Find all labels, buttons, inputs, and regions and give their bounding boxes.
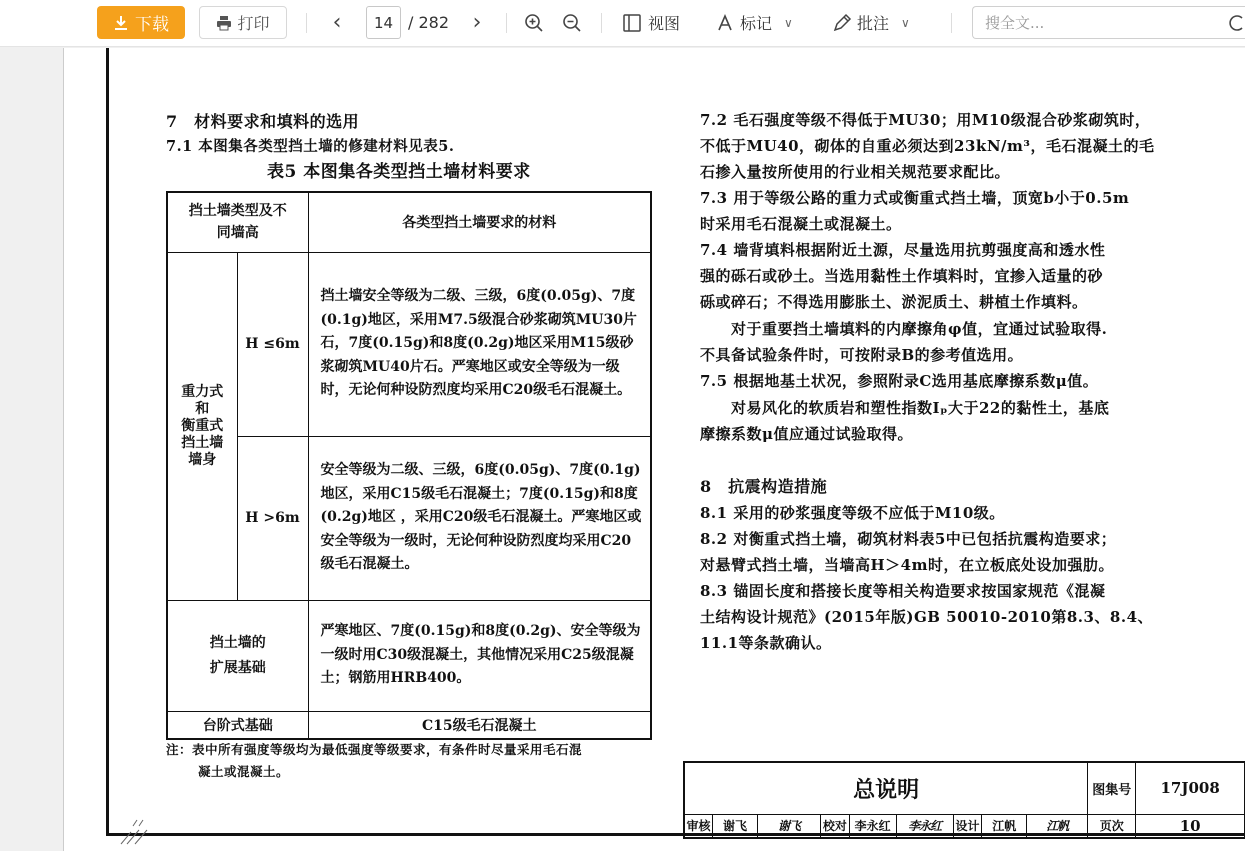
paragraph-line: 对易风化的软质岩和塑性指数Iₚ大于22的黏性土，基底 — [700, 399, 1110, 417]
designer-signature: 江帆 — [1027, 814, 1088, 838]
table-note: 注：表中所有强度等级均为最低强度等级要求，有条件时尽量采用毛石混 — [166, 742, 583, 757]
search-input[interactable]: 搜全文... — [972, 6, 1245, 39]
label-line: 和 — [195, 400, 210, 417]
header-text: 挡土墙类型及不 — [188, 203, 287, 220]
printer-icon — [216, 15, 232, 31]
table-header-cell — [167, 192, 308, 252]
material-cell: 挡土墙安全等级为二级、三级，6度(0.05g)、7度(0.1g)地区，采用M7.5级混合砂浆砌筑MU30片石，7度(0.15g)和8度(0.2g)地区采用M15级砂浆砌筑MU40片石。严寒地区或安全等级为一级时，无论何种设防烈度均采用C20级毛石混凝土。 — [308, 252, 651, 436]
paragraph-line: 不具备试验条件时，可按附录B的参考值选用。 — [700, 346, 1024, 364]
pen-icon — [832, 13, 852, 33]
paragraph-line: 7.5 根据地基土状况，参照附录C选用基底摩擦系数μ值。 — [700, 372, 1099, 390]
view-icon — [622, 13, 642, 33]
label-line: 扩展基础 — [209, 659, 266, 676]
zoom-out-button[interactable] — [562, 6, 582, 39]
paragraph-line: 强的砾石或砂土。当选用黏性土作填料时，宜掺入适量的砂 — [700, 267, 1104, 285]
paragraph-line: 石掺入量按所使用的行业相关规范要求配比。 — [700, 163, 1011, 181]
print-label: 打印 — [237, 14, 270, 33]
checker-signature: 李永红 — [896, 814, 953, 838]
chevron-down-icon: ∨ — [784, 15, 793, 30]
paragraph-line: 摩擦系数μ值应通过试验取得。 — [700, 425, 913, 443]
divider — [951, 13, 952, 33]
highlight-icon — [715, 13, 735, 33]
print-button[interactable] — [199, 6, 287, 39]
zoom-out-icon — [562, 13, 582, 33]
label-line: 重力式 — [181, 383, 224, 400]
download-button[interactable] — [97, 6, 185, 39]
label-line: 挡土墙 — [181, 434, 224, 451]
atlas-no-label: 图集号 — [1088, 762, 1136, 814]
chevron-down-icon: ∨ — [901, 15, 910, 30]
paragraph-line: 7.2 毛石强度等级不得低于MU30；用M10级混合砂浆砌筑时， — [700, 111, 1151, 129]
designer-name: 江帆 — [982, 814, 1027, 838]
download-label: 下载 — [135, 15, 169, 35]
table-note: 凝土或混凝土。 — [198, 764, 290, 779]
paragraph-line: 对悬臂式挡土墙，当墙高H＞4m时，在立板底处设加强肋。 — [700, 556, 1114, 574]
row-group-label — [167, 252, 237, 600]
paragraph-line: 对于重要挡土墙填料的内摩擦角φ值，宜通过试验取得. — [700, 320, 1108, 338]
download-icon — [113, 15, 129, 31]
zoom-in-icon — [524, 13, 544, 33]
annotate-label: 批注 — [857, 14, 890, 33]
document-page — [63, 48, 1245, 851]
row-label — [167, 600, 308, 711]
mark-label: 标记 — [740, 14, 773, 33]
material-cell: 安全等级为二级、三级，6度(0.05g)、7度(0.1g)地区，采用C15级毛石混凝土；7度(0.15g)和8度(0.2g)地区 ，采用C20级毛石混凝土。严寒地区或安全等级为一级时，无论何种设防烈度均采用C20级毛石混凝土。 — [308, 436, 651, 600]
table-header-cell: 各类型挡土墙要求的材料 — [308, 192, 651, 252]
page-no-label: 页次 — [1088, 814, 1136, 838]
paragraph-line: 7.4 墙背填料根据附近土源，尽量选用抗剪强度高和透水性 — [700, 241, 1106, 259]
sidebar-gutter — [0, 48, 62, 851]
toolbar — [0, 0, 1245, 47]
paragraph-line: 11.1等条款确认。 — [700, 634, 832, 652]
paragraph-line: 8.2 对衡重式挡土墙，砌筑材料表5中已包括抗震构造要求； — [700, 530, 1117, 548]
review-label: 审核 — [684, 814, 713, 838]
material-cell: C15级毛石混凝土 — [308, 711, 651, 739]
view-button[interactable] — [622, 6, 680, 39]
table-caption: 表5 本图集各类型挡土墙材料要求 — [267, 162, 531, 182]
atlas-no: 17J008 — [1136, 762, 1245, 814]
paragraph-7-1: 7.1 本图集各类型挡土墙的修建材料见表5. — [166, 138, 455, 155]
design-label: 设计 — [953, 814, 982, 838]
check-label: 校对 — [821, 814, 850, 838]
divider — [601, 13, 602, 33]
page-number-input[interactable]: 14 — [366, 6, 401, 39]
zoom-in-button[interactable] — [524, 6, 544, 39]
search-icon[interactable] — [1228, 13, 1245, 33]
materials-table — [166, 191, 652, 740]
paragraph-line: 8.3 锚固长度和搭接长度等相关构造要求按国家规范《混凝 — [700, 582, 1106, 600]
prev-page-button[interactable]: ‹ — [332, 10, 342, 35]
material-cell: 严寒地区、7度(0.15g)和8度(0.2g)、安全等级为一级时用C30级混凝土，其他情况采用C25级混凝土；钢筋用HRB400。 — [308, 600, 651, 711]
checker-name: 李永红 — [849, 814, 896, 838]
paragraph-line: 7.3 用于等级公路的重力式或衡重式挡土墙，顶宽b小于0.5m — [700, 189, 1130, 207]
annotate-menu[interactable] — [832, 6, 910, 39]
drawing-title: 总说明 — [684, 762, 1088, 814]
label-line: 墙身 — [188, 451, 217, 468]
label-line: 挡土墙的 — [209, 634, 266, 651]
height-cell: H >6m — [237, 436, 308, 600]
section-8-heading: 8 抗震构造措施 — [700, 477, 828, 496]
mark-menu[interactable] — [715, 6, 793, 39]
next-page-button[interactable]: › — [472, 10, 482, 35]
title-block — [683, 761, 1245, 839]
reviewer-signature: 谢飞 — [757, 814, 820, 838]
row-label: 台阶式基础 — [167, 711, 308, 739]
label-line: 衡重式 — [181, 417, 224, 434]
paragraph-line: 时采用毛石混凝土或混凝土。 — [700, 215, 902, 233]
reviewer-name: 谢飞 — [713, 814, 758, 838]
page-no: 10 — [1136, 814, 1245, 838]
page-total: / 282 — [408, 13, 450, 32]
paragraph-line: 8.1 采用的砂浆强度等级不应低于M10级。 — [700, 504, 1005, 522]
height-cell: H ≤6m — [237, 252, 308, 436]
header-text: 同墙高 — [216, 225, 259, 242]
section-7-heading: 7 材料要求和填料的选用 — [166, 112, 360, 131]
paragraph-line: 土结构设计规范》(2015年版)GB 50010-2010第8.3、8.4、 — [700, 608, 1154, 626]
divider — [306, 13, 307, 33]
view-label: 视图 — [648, 14, 681, 33]
corner-mark-icon — [119, 816, 151, 846]
divider — [506, 13, 507, 33]
paragraph-line: 砾或碎石；不得选用膨胀土、淤泥质土、耕植土作填料。 — [700, 293, 1088, 311]
paragraph-line: 不低于MU40，砌体的自重必须达到23kN/m³，毛石混凝土的毛 — [700, 137, 1155, 155]
